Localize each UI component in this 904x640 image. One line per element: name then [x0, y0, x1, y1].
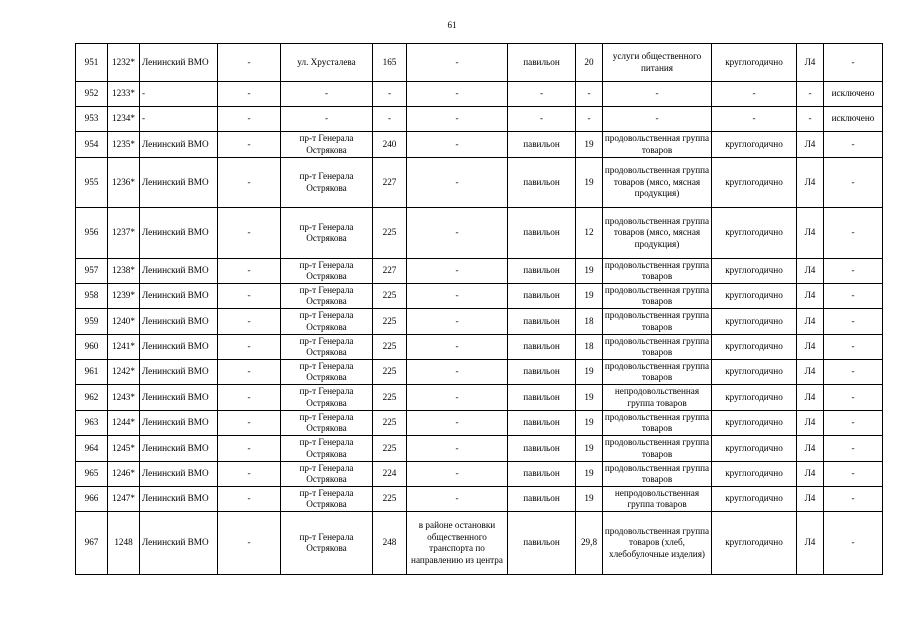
cell-period: круглогодично — [712, 158, 797, 208]
cell-area: 18 — [576, 335, 603, 360]
cell-scheme-number: 1243* — [108, 385, 140, 411]
table-row — [76, 385, 883, 411]
cell-street-address: пр-т Генерала Острякова — [281, 487, 373, 512]
table-row — [76, 208, 883, 259]
cell-object-type: павильон — [508, 436, 576, 462]
cell-building-number: 225 — [373, 436, 407, 462]
cell-note: - — [824, 132, 883, 158]
cell-period: - — [712, 82, 797, 107]
cell-note: - — [824, 436, 883, 462]
cell-scheme-number: 1244* — [108, 411, 140, 436]
cell-district: Ленинский ВМО — [140, 208, 218, 259]
cell-landmark: - — [407, 385, 508, 411]
cell-specialization: продовольственная группа товаров (мясо, мясная продукция) — [603, 208, 712, 259]
cell-category: Л4 — [797, 335, 824, 360]
cell-category: - — [797, 107, 824, 132]
cell-landmark: - — [407, 158, 508, 208]
cell-period: круглогодично — [712, 44, 797, 82]
cell-location-detail: - — [218, 487, 281, 512]
cell-specialization: продовольственная группа товаров — [603, 436, 712, 462]
table-row — [76, 82, 883, 107]
cell-landmark: - — [407, 360, 508, 385]
cell-location-detail: - — [218, 107, 281, 132]
cell-building-number: 225 — [373, 309, 407, 335]
cell-period: круглогодично — [712, 487, 797, 512]
cell-note: - — [824, 385, 883, 411]
cell-note: - — [824, 462, 883, 487]
cell-specialization: - — [603, 107, 712, 132]
cell-district: - — [140, 82, 218, 107]
cell-category: Л4 — [797, 284, 824, 309]
cell-category: Л4 — [797, 411, 824, 436]
cell-landmark: - — [407, 82, 508, 107]
cell-landmark: - — [407, 487, 508, 512]
cell-building-number: - — [373, 107, 407, 132]
cell-period: круглогодично — [712, 259, 797, 284]
cell-location-detail: - — [218, 385, 281, 411]
cell-area: 19 — [576, 385, 603, 411]
cell-building-number: 165 — [373, 44, 407, 82]
cell-category: Л4 — [797, 309, 824, 335]
cell-row-number: 954 — [76, 132, 108, 158]
cell-row-number: 956 — [76, 208, 108, 259]
cell-scheme-number: 1239* — [108, 284, 140, 309]
cell-row-number: 966 — [76, 487, 108, 512]
cell-period: круглогодично — [712, 284, 797, 309]
cell-specialization: продовольственная группа товаров — [603, 335, 712, 360]
cell-scheme-number: 1238* — [108, 259, 140, 284]
cell-district: Ленинский ВМО — [140, 385, 218, 411]
cell-landmark: - — [407, 259, 508, 284]
cell-area: 19 — [576, 284, 603, 309]
cell-row-number: 957 — [76, 259, 108, 284]
cell-building-number: 225 — [373, 411, 407, 436]
cell-row-number: 958 — [76, 284, 108, 309]
cell-row-number: 955 — [76, 158, 108, 208]
table-row — [76, 107, 883, 132]
cell-district: - — [140, 107, 218, 132]
cell-object-type: павильон — [508, 360, 576, 385]
table-row — [76, 360, 883, 385]
cell-street-address: пр-т Генерала Острякова — [281, 309, 373, 335]
cell-category: Л4 — [797, 512, 824, 575]
cell-area: - — [576, 107, 603, 132]
cell-scheme-number: 1245* — [108, 436, 140, 462]
cell-specialization: непродовольственная группа товаров — [603, 385, 712, 411]
cell-location-detail: - — [218, 512, 281, 575]
cell-area: 19 — [576, 411, 603, 436]
page-number: 61 — [447, 20, 457, 30]
cell-street-address: пр-т Генерала Острякова — [281, 411, 373, 436]
cell-object-type: павильон — [508, 309, 576, 335]
cell-street-address: пр-т Генерала Острякова — [281, 284, 373, 309]
cell-area: 19 — [576, 259, 603, 284]
table-body — [76, 44, 883, 575]
cell-category: Л4 — [797, 132, 824, 158]
cell-period: круглогодично — [712, 132, 797, 158]
cell-area: 19 — [576, 436, 603, 462]
cell-street-address: пр-т Генерала Острякова — [281, 462, 373, 487]
cell-note: - — [824, 309, 883, 335]
cell-specialization: продовольственная группа товаров — [603, 309, 712, 335]
cell-location-detail: - — [218, 335, 281, 360]
cell-category: Л4 — [797, 208, 824, 259]
cell-object-type: павильон — [508, 284, 576, 309]
cell-period: круглогодично — [712, 208, 797, 259]
cell-scheme-number: 1232* — [108, 44, 140, 82]
cell-note: исключено — [824, 107, 883, 132]
cell-building-number: 240 — [373, 132, 407, 158]
cell-location-detail: - — [218, 158, 281, 208]
cell-row-number: 961 — [76, 360, 108, 385]
cell-landmark: - — [407, 44, 508, 82]
cell-category: Л4 — [797, 487, 824, 512]
cell-district: Ленинский ВМО — [140, 335, 218, 360]
cell-note: - — [824, 259, 883, 284]
cell-category: - — [797, 82, 824, 107]
cell-object-type: - — [508, 82, 576, 107]
cell-area: - — [576, 82, 603, 107]
cell-district: Ленинский ВМО — [140, 132, 218, 158]
cell-note: - — [824, 44, 883, 82]
cell-note: - — [824, 208, 883, 259]
cell-building-number: - — [373, 82, 407, 107]
table-row — [76, 411, 883, 436]
cell-scheme-number: 1235* — [108, 132, 140, 158]
cell-specialization: продовольственная группа товаров — [603, 132, 712, 158]
cell-row-number: 965 — [76, 462, 108, 487]
cell-period: круглогодично — [712, 411, 797, 436]
cell-district: Ленинский ВМО — [140, 309, 218, 335]
cell-note: - — [824, 487, 883, 512]
cell-period: круглогодично — [712, 436, 797, 462]
cell-landmark: - — [407, 335, 508, 360]
cell-specialization: непродовольственная группа товаров — [603, 487, 712, 512]
cell-category: Л4 — [797, 385, 824, 411]
cell-category: Л4 — [797, 259, 824, 284]
cell-note: - — [824, 158, 883, 208]
cell-landmark: в районе остановки общественного транспорта по направлению из центра — [407, 512, 508, 575]
cell-street-address: - — [281, 107, 373, 132]
table-row — [76, 44, 883, 82]
cell-location-detail: - — [218, 360, 281, 385]
cell-location-detail: - — [218, 132, 281, 158]
cell-specialization: продовольственная группа товаров — [603, 360, 712, 385]
cell-object-type: павильон — [508, 259, 576, 284]
table-row — [76, 284, 883, 309]
cell-note: - — [824, 512, 883, 575]
cell-scheme-number: 1241* — [108, 335, 140, 360]
cell-district: Ленинский ВМО — [140, 44, 218, 82]
cell-location-detail: - — [218, 309, 281, 335]
cell-category: Л4 — [797, 158, 824, 208]
cell-period: круглогодично — [712, 360, 797, 385]
table-row — [76, 335, 883, 360]
cell-building-number: 224 — [373, 462, 407, 487]
cell-building-number: 225 — [373, 360, 407, 385]
cell-location-detail: - — [218, 208, 281, 259]
cell-note: исключено — [824, 82, 883, 107]
table-row — [76, 512, 883, 575]
cell-building-number: 225 — [373, 208, 407, 259]
cell-area: 12 — [576, 208, 603, 259]
cell-note: - — [824, 284, 883, 309]
cell-category: Л4 — [797, 462, 824, 487]
cell-period: круглогодично — [712, 385, 797, 411]
cell-area: 19 — [576, 360, 603, 385]
cell-street-address: пр-т Генерала Острякова — [281, 512, 373, 575]
cell-row-number: 962 — [76, 385, 108, 411]
cell-object-type: павильон — [508, 512, 576, 575]
cell-row-number: 951 — [76, 44, 108, 82]
cell-scheme-number: 1242* — [108, 360, 140, 385]
cell-street-address: пр-т Генерала Острякова — [281, 259, 373, 284]
cell-period: круглогодично — [712, 512, 797, 575]
cell-object-type: павильон — [508, 385, 576, 411]
cell-location-detail: - — [218, 259, 281, 284]
cell-location-detail: - — [218, 411, 281, 436]
cell-scheme-number: 1240* — [108, 309, 140, 335]
cell-object-type: - — [508, 107, 576, 132]
cell-location-detail: - — [218, 462, 281, 487]
cell-specialization: продовольственная группа товаров — [603, 462, 712, 487]
cell-period: круглогодично — [712, 462, 797, 487]
cell-row-number: 959 — [76, 309, 108, 335]
cell-district: Ленинский ВМО — [140, 487, 218, 512]
cell-period: круглогодично — [712, 309, 797, 335]
cell-landmark: - — [407, 462, 508, 487]
table-row — [76, 132, 883, 158]
cell-landmark: - — [407, 309, 508, 335]
cell-category: Л4 — [797, 436, 824, 462]
cell-street-address: - — [281, 82, 373, 107]
cell-object-type: павильон — [508, 335, 576, 360]
kiosk-placement-table — [75, 43, 883, 575]
cell-row-number: 953 — [76, 107, 108, 132]
cell-district: Ленинский ВМО — [140, 411, 218, 436]
table-row — [76, 259, 883, 284]
cell-street-address: пр-т Генерала Острякова — [281, 208, 373, 259]
cell-landmark: - — [407, 208, 508, 259]
cell-building-number: 227 — [373, 158, 407, 208]
cell-row-number: 964 — [76, 436, 108, 462]
cell-landmark: - — [407, 436, 508, 462]
cell-specialization: продовольственная группа товаров — [603, 411, 712, 436]
cell-landmark: - — [407, 107, 508, 132]
table-row — [76, 158, 883, 208]
cell-area: 19 — [576, 158, 603, 208]
cell-landmark: - — [407, 411, 508, 436]
cell-street-address: пр-т Генерала Острякова — [281, 360, 373, 385]
cell-building-number: 225 — [373, 385, 407, 411]
cell-object-type: павильон — [508, 158, 576, 208]
cell-object-type: павильон — [508, 44, 576, 82]
cell-location-detail: - — [218, 284, 281, 309]
cell-district: Ленинский ВМО — [140, 284, 218, 309]
cell-location-detail: - — [218, 44, 281, 82]
cell-scheme-number: 1248 — [108, 512, 140, 575]
cell-landmark: - — [407, 284, 508, 309]
cell-building-number: 225 — [373, 284, 407, 309]
cell-district: Ленинский ВМО — [140, 436, 218, 462]
cell-street-address: пр-т Генерала Острякова — [281, 436, 373, 462]
cell-building-number: 225 — [373, 335, 407, 360]
cell-period: круглогодично — [712, 335, 797, 360]
cell-street-address: пр-т Генерала Острякова — [281, 132, 373, 158]
cell-area: 20 — [576, 44, 603, 82]
cell-street-address: ул. Хрусталева — [281, 44, 373, 82]
cell-street-address: пр-т Генерала Острякова — [281, 335, 373, 360]
cell-location-detail: - — [218, 82, 281, 107]
cell-note: - — [824, 335, 883, 360]
cell-note: - — [824, 360, 883, 385]
cell-object-type: павильон — [508, 411, 576, 436]
cell-area: 19 — [576, 487, 603, 512]
cell-landmark: - — [407, 132, 508, 158]
cell-scheme-number: 1246* — [108, 462, 140, 487]
cell-row-number: 960 — [76, 335, 108, 360]
cell-scheme-number: 1234* — [108, 107, 140, 132]
cell-building-number: 227 — [373, 259, 407, 284]
cell-area: 19 — [576, 462, 603, 487]
cell-area: 29,8 — [576, 512, 603, 575]
cell-district: Ленинский ВМО — [140, 462, 218, 487]
cell-object-type: павильон — [508, 487, 576, 512]
cell-scheme-number: 1236* — [108, 158, 140, 208]
cell-object-type: павильон — [508, 132, 576, 158]
cell-area: 19 — [576, 132, 603, 158]
cell-district: Ленинский ВМО — [140, 360, 218, 385]
table-row — [76, 487, 883, 512]
cell-row-number: 967 — [76, 512, 108, 575]
cell-scheme-number: 1247* — [108, 487, 140, 512]
cell-street-address: пр-т Генерала Острякова — [281, 385, 373, 411]
cell-scheme-number: 1237* — [108, 208, 140, 259]
cell-area: 18 — [576, 309, 603, 335]
cell-category: Л4 — [797, 360, 824, 385]
cell-row-number: 952 — [76, 82, 108, 107]
cell-district: Ленинский ВМО — [140, 158, 218, 208]
cell-building-number: 248 — [373, 512, 407, 575]
cell-category: Л4 — [797, 44, 824, 82]
cell-specialization: продовольственная группа товаров (мясо, мясная продукция) — [603, 158, 712, 208]
cell-object-type: павильон — [508, 208, 576, 259]
cell-building-number: 225 — [373, 487, 407, 512]
cell-specialization: продовольственная группа товаров — [603, 284, 712, 309]
cell-note: - — [824, 411, 883, 436]
cell-location-detail: - — [218, 436, 281, 462]
cell-street-address: пр-т Генерала Острякова — [281, 158, 373, 208]
cell-row-number: 963 — [76, 411, 108, 436]
cell-specialization: услуги общественного питания — [603, 44, 712, 82]
cell-object-type: павильон — [508, 462, 576, 487]
cell-specialization: продовольственная группа товаров — [603, 259, 712, 284]
table-row — [76, 436, 883, 462]
table-row — [76, 462, 883, 487]
cell-specialization: - — [603, 82, 712, 107]
cell-district: Ленинский ВМО — [140, 512, 218, 575]
cell-scheme-number: 1233* — [108, 82, 140, 107]
table-row — [76, 309, 883, 335]
cell-district: Ленинский ВМО — [140, 259, 218, 284]
cell-period: - — [712, 107, 797, 132]
cell-specialization: продовольственная группа товаров (хлеб, хлебобулочные изделия) — [603, 512, 712, 575]
